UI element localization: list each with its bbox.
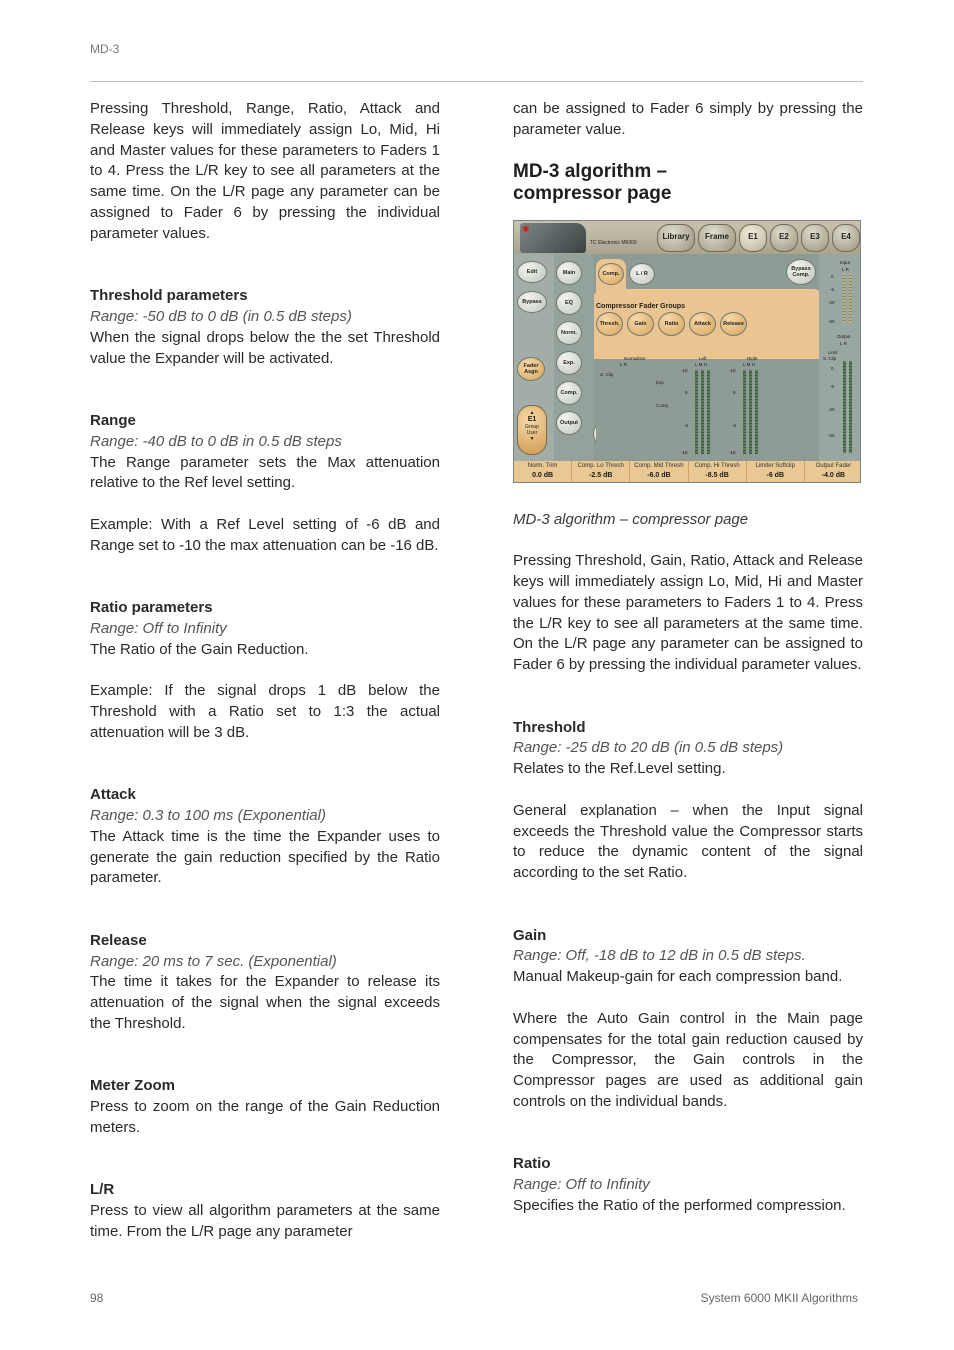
fader-cell[interactable]: [747, 461, 805, 483]
comp-label: Comp.: [656, 402, 670, 408]
chevron-down-icon: ▼: [529, 435, 535, 442]
normalizer-lr-label: L R: [620, 361, 627, 367]
release-section: [90, 931, 440, 1035]
fader-cell[interactable]: [630, 461, 688, 483]
group-user-label: User: [526, 429, 538, 436]
left-scale-label: 0: [685, 389, 688, 395]
output-sclip-label: S. Clip: [823, 355, 837, 361]
body-text: The Ratio of the Gain Reduction.: [90, 640, 309, 658]
input-meter-left: [843, 273, 846, 323]
fader-value-row: [514, 461, 861, 483]
output-scale-label: -6: [830, 383, 835, 389]
lr-subpage-button[interactable]: L / R: [629, 263, 655, 285]
meter-zoom-section: [90, 1076, 440, 1138]
running-head: MD-3: [90, 42, 120, 56]
attack-key[interactable]: Attack: [689, 312, 716, 336]
group-sub-label: Group: [525, 423, 539, 430]
body-text: Manual Makeup-gain for each compression band.: [513, 968, 843, 986]
page-number: 98: [90, 1291, 104, 1305]
right-scale-label: 0: [733, 389, 736, 395]
book-title: System 6000 MKII Algorithms: [700, 1291, 858, 1305]
input-scale-label: 0: [831, 273, 834, 279]
section-title: Meter Zoom: [90, 1077, 176, 1095]
ratio-section: [513, 1154, 863, 1216]
fader-cell[interactable]: [514, 461, 572, 483]
fader-cell-label: Output Fader: [815, 462, 852, 469]
range-line: Range: -40 dB to 0 dB in 0.5 dB steps: [90, 432, 342, 450]
level-meter: [707, 370, 710, 454]
comp-page-button[interactable]: Comp.: [556, 381, 582, 405]
left-scale-label: -18: [681, 449, 688, 455]
fader-cell[interactable]: [572, 461, 630, 483]
section-heading-line: MD-3 algorithm –: [513, 160, 668, 182]
intro-paragraph: Pressing Threshold, Range, Ratio, Attack and Release keys will immediately assign Lo, Mid, Hi and Master values for these parameters to Faders 1 to 4. Press the L/R key to see all parameters at the same time. On the L/R page any parameter can be assigned to Fader 6 by pressing the individual parameter values.: [90, 100, 440, 242]
range-section: [90, 411, 440, 557]
right-scale-label: -18: [729, 449, 736, 455]
body-text: When the signal drops below the the set Threshold value the Expander will be activated.: [90, 328, 440, 367]
right-column: [513, 99, 863, 1217]
right-meters-label: Right: [747, 355, 758, 361]
left-column: [90, 99, 440, 1243]
group-selector[interactable]: [517, 405, 547, 455]
example-text: Example: With a Ref Level setting of -6 dB and Range set to -10 the max attenuation can be -16 dB.: [90, 515, 440, 554]
fader-cell-label: Comp. Mid Thresh: [634, 462, 684, 469]
tab-e2[interactable]: E2: [770, 224, 798, 252]
limit-label: Limit: [828, 349, 838, 355]
output-label: Output: [837, 333, 851, 339]
input-scale-label: -6: [830, 286, 835, 292]
range-line: Range: -50 dB to 0 dB (in 0.5 dB steps): [90, 307, 352, 325]
left-lmh-label: L M H: [695, 361, 707, 367]
body-text: Relates to the Ref.Level setting.: [513, 760, 726, 778]
bypass-button[interactable]: Bypass: [517, 291, 547, 313]
ratio-key[interactable]: Ratio: [658, 312, 685, 336]
fader-assign-button[interactable]: Fader Asgn: [517, 357, 545, 381]
level-meter: [743, 370, 746, 454]
output-scale-label: 0: [831, 365, 834, 371]
body-text: The time it takes for the Expander to release its attenuation of the signal when the signal exceeds the Threshold.: [90, 973, 440, 1033]
body-text: Specifies the Ratio of the performed compression.: [513, 1196, 846, 1214]
eq-page-button[interactable]: EQ: [556, 291, 582, 315]
main-page-button[interactable]: Main: [556, 261, 582, 285]
section-title: Gain: [513, 926, 547, 944]
extra-text: Where the Auto Gain control in the Main page compensates for the total gain reduction caused by the Compressor, the Gain controls in the Compressor pages are used as additional gain controls on the individual bands.: [513, 1009, 863, 1110]
general-explanation: General explanation – when the Input signal exceeds the Threshold value the Compressor starts to reduce the dynamic content of the signal according to the set Ratio.: [513, 801, 863, 882]
gain-section: [513, 926, 863, 1113]
star-icon: ✱: [522, 223, 530, 234]
range-line: Range: 0.3 to 100 ms (Exponential): [90, 807, 326, 825]
section-heading: [513, 161, 863, 205]
right-scale-label: -6: [732, 422, 737, 428]
range-line: Range: Off to Infinity: [513, 1176, 650, 1194]
output-scale-label: -20: [828, 406, 835, 412]
normalizer-label: Normalizer: [624, 355, 646, 361]
tab-frame[interactable]: Frame: [698, 224, 736, 252]
exp-page-button[interactable]: Exp.: [556, 351, 582, 375]
threshold-section: [90, 286, 440, 369]
section-title: Threshold parameters: [90, 287, 248, 305]
range-line: Range: -25 dB to 20 dB (in 0.5 dB steps): [513, 739, 784, 757]
sclip-label: S. Clip: [600, 371, 614, 377]
exp-label: Exp.: [656, 379, 666, 385]
attack-section: [90, 785, 440, 889]
compressor-page-screenshot: [513, 220, 861, 483]
edit-button[interactable]: Edit: [517, 261, 547, 283]
comp-subpage-button[interactable]: Comp.: [598, 263, 624, 285]
gain-key[interactable]: Gain: [627, 312, 654, 336]
output-scale-label: -60: [828, 432, 835, 438]
fader-cell[interactable]: [805, 461, 861, 483]
fader-cell-value: -6.0 dB: [647, 471, 671, 479]
tab-library[interactable]: Library: [657, 224, 695, 252]
brand-label: TC Electronic M6000: [590, 239, 637, 246]
section-title: L/R: [90, 1181, 115, 1199]
range-line: Range: 20 ms to 7 sec. (Exponential): [90, 952, 337, 970]
right-scale-label: -18: [729, 367, 736, 373]
section-title: Range: [90, 411, 136, 429]
level-meter: [701, 370, 704, 454]
tab-e4[interactable]: E4: [832, 224, 860, 252]
output-meter-right: [849, 361, 852, 453]
left-meters-label: Left: [699, 355, 707, 361]
output-page-button[interactable]: Output: [556, 411, 582, 435]
fader-groups-title: Compressor Fader Groups: [596, 302, 686, 310]
release-key[interactable]: Release: [720, 312, 747, 336]
brand-logo: [520, 223, 586, 253]
fader-cell-label: Limiter Softclip: [755, 462, 795, 469]
input-meter-right: [849, 273, 852, 323]
body-text: Press to zoom on the range of the Gain Reduction meters.: [90, 1098, 440, 1137]
threshold-section: [513, 718, 863, 884]
example-text: Example: If the signal drops 1 dB below the Threshold with a Ratio set to 1:3 the actual attenuation will be 3 dB.: [90, 682, 440, 741]
input-label: Input: [840, 259, 851, 265]
body-text: The Attack time is the time the Expander uses to generate the gain reduction specified by the Ratio parameter.: [90, 827, 440, 887]
input-scale-label: -20: [828, 299, 835, 305]
output-lr-label: L R: [840, 340, 847, 346]
section-heading-line: compressor page: [513, 182, 672, 204]
left-scale-label: -6: [684, 422, 689, 428]
left-scale-label: -18: [681, 367, 688, 373]
norm-page-button[interactable]: Norm.: [556, 321, 582, 345]
range-line: Range: Off to Infinity: [90, 619, 227, 637]
output-meter-left: [843, 361, 846, 453]
bypass-comp-button[interactable]: Bypass Comp.: [786, 259, 816, 285]
fader-cell-value: -2.5 dB: [589, 471, 613, 479]
continuation-paragraph: can be assigned to Fader 6 simply by pressing the parameter value.: [513, 100, 863, 138]
fader-cell-label: Comp. Lo Thresh: [577, 462, 624, 469]
section-title: Attack: [90, 786, 136, 804]
level-meter: [755, 370, 758, 454]
right-lmh-label: L M H: [743, 361, 755, 367]
input-scale-label: -60: [828, 318, 835, 324]
level-meter: [749, 370, 752, 454]
header-rule: [90, 81, 863, 82]
level-meter: [695, 370, 698, 454]
lr-section: [90, 1180, 440, 1242]
ratio-section: [90, 598, 440, 744]
body-text: Press to view all algorithm parameters at the same time. From the L/R page any parameter: [90, 1202, 440, 1241]
section-title: Threshold: [513, 718, 586, 736]
section-title: Ratio: [513, 1155, 551, 1173]
fader-cell-value: -8.5 dB: [705, 471, 729, 479]
fader-cell-label: Comp. Hi Thresh: [694, 462, 740, 469]
fader-cell-value: -4.0 dB: [821, 471, 846, 479]
fader-cell-label: Norm. Trim: [527, 462, 558, 469]
tab-e3[interactable]: E3: [801, 224, 829, 252]
section-title: Release: [90, 931, 147, 949]
group-name: E1: [527, 415, 537, 423]
tab-e1[interactable]: E1: [739, 224, 767, 252]
section-title: Ratio parameters: [90, 599, 213, 617]
intro-paragraph: Pressing Threshold, Gain, Ratio, Attack and Release keys will immediately assign Lo, Mid, Hi and Master values for these parameters to Faders 1 to 4. Press the L/R key to see all parameters at the same time. On the L/R page any parameter can be assigned to Fader 6 by pressing the individual parameter values.: [513, 552, 863, 674]
chevron-up-icon: ▲: [529, 409, 535, 416]
range-line: Range: Off, -18 dB to 12 dB in 0.5 dB steps.: [513, 947, 806, 965]
fader-cell-value: 0.0 dB: [532, 471, 554, 479]
thresh-key[interactable]: Thresh.: [596, 312, 623, 336]
fader-cell-value: -6 dB: [766, 471, 785, 479]
fader-cell[interactable]: [689, 461, 747, 483]
input-lr-label: L R: [842, 266, 849, 272]
body-text: The Range parameter sets the Max attenuation relative to the Ref level setting.: [90, 453, 440, 492]
figure-caption: MD-3 algorithm – compressor page: [513, 510, 749, 528]
